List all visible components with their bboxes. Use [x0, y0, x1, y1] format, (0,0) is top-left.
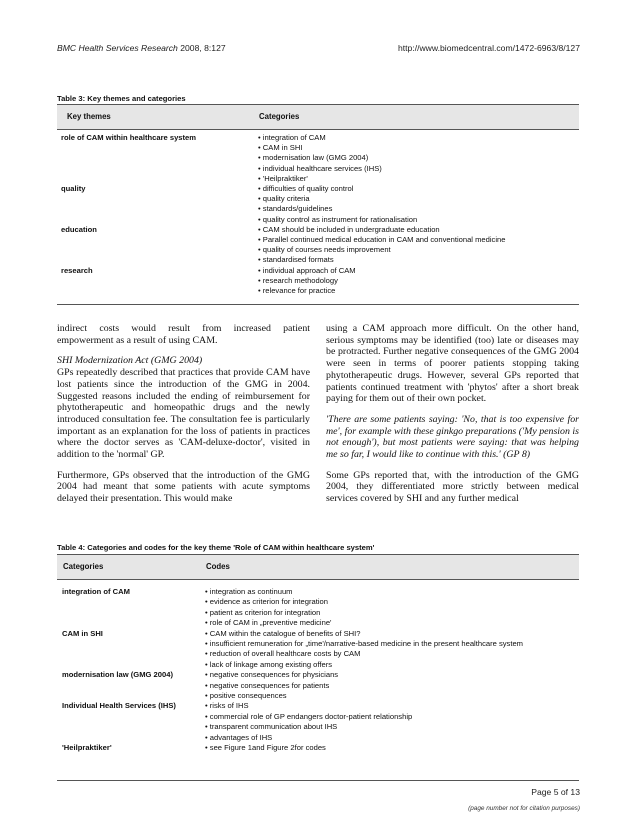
list-item: • relevance for practice [258, 286, 336, 295]
list-item: • standardised formats [258, 255, 334, 265]
list-item: • difficulties of quality control [258, 184, 354, 193]
table3-col-categories: Categories [259, 112, 300, 121]
body-left-column [57, 323, 310, 514]
section-subheading: SHI Modernization Act (GMG 2004) [57, 355, 203, 367]
list-item: • individual healthcare services (IHS) [258, 163, 382, 173]
list-item: • positive consequences [205, 691, 287, 700]
list-item: • quality of courses needs improvement [258, 245, 391, 255]
journal-name: BMC Health Services Research [57, 43, 178, 53]
list-item: • CAM in SHI [258, 143, 303, 153]
list-item: • reduction of overall healthcare costs by CAM [205, 649, 361, 659]
table-row-items [205, 743, 326, 753]
body-paragraph: Furthermore, GPs observed that the introduction of the GMG 2004 had meant that some patients with acute symptoms delayed their presentation. This would make [57, 469, 310, 505]
list-item: • negative consequences for patients [205, 680, 330, 690]
table4 [57, 554, 579, 781]
list-item: • risks of IHS [205, 701, 249, 711]
table-row-items [205, 670, 338, 701]
list-item: • CAM within the catalogue of benefits of SHI? [205, 628, 361, 638]
body-paragraph: indirect costs would result from increased patient empowerment as a result of using CAM. [57, 323, 310, 346]
list-item: • advantages of IHS [205, 732, 273, 742]
table3-caption: Table 3: Key themes and categories [57, 94, 186, 103]
list-item: • individual approach of CAM [258, 265, 356, 275]
table-row-key: 'Heilpraktiker' [62, 743, 112, 752]
table4-body [57, 580, 579, 781]
table-row-items [258, 225, 506, 266]
table-row-items [205, 587, 332, 629]
list-item: • 'Heilpraktiker' [258, 173, 308, 183]
table-row-items [258, 184, 417, 225]
table3-col-key-themes: Key themes [67, 112, 111, 121]
table-row-items [258, 133, 382, 184]
list-item: • Parallel continued medical education in CAM and conventional medicine [258, 235, 506, 244]
list-item: • commercial role of GP endangers doctor-patient relationship [205, 711, 413, 721]
page-number-note: (page number not for citation purposes) [468, 805, 580, 812]
list-item: • quality criteria [258, 194, 310, 204]
list-item: • evidence as criterion for integration [205, 597, 328, 607]
list-item: • research methodology [258, 275, 338, 285]
table3-body [57, 130, 579, 305]
list-item: • lack of linkage among existing offers [205, 659, 333, 669]
citation-year-volume: 2008, 8:127 [180, 43, 226, 53]
body-paragraph: 'There are some patients saying: 'No, that is too expensive for me', for example with these ginkgo preparations ('My pension is not enough'), but most patients were saying: that was helping me so far, I would like to continue with this.' (GP 8) [326, 413, 579, 461]
table-row-items [258, 266, 356, 297]
table-row-key: modernisation law (GMG 2004) [62, 670, 173, 680]
table-row-key: quality [61, 184, 86, 193]
table-row-key: role of CAM within healthcare system [61, 133, 197, 142]
list-item: • CAM should be included in undergraduate education [258, 224, 440, 234]
list-item: • integration as continuum [205, 587, 293, 596]
page-number: Page 5 of 13 [531, 787, 580, 797]
list-item: • integration of CAM [258, 133, 326, 142]
table-row-key: integration of CAM [62, 587, 130, 596]
table3-header-row [57, 104, 579, 130]
body-paragraph: Some GPs reported that, with the introduction of the GMG 2004, they differentiated more strictly between medical services covered by SHI and any further medical [326, 469, 579, 505]
list-item: • standards/guidelines [258, 204, 333, 214]
table4-caption: Table 4: Categories and codes for the key theme 'Role of CAM within healthcare system' [57, 543, 375, 552]
list-item: • modernisation law (GMG 2004) [258, 153, 369, 163]
table-row-key: research [61, 265, 93, 275]
table3 [57, 104, 579, 305]
list-item: • patient as criterion for integration [205, 607, 321, 617]
list-item: • negative consequences for physicians [205, 670, 339, 680]
list-item: • role of CAM in „preventive medicine' [205, 618, 332, 628]
list-item: • quality control as instrument for rationalisation [258, 214, 418, 224]
table4-header-row [57, 554, 579, 580]
table-row-items [205, 629, 523, 671]
body-right-column [326, 323, 579, 514]
body-paragraph: GPs repeatedly described that practices that provide CAM have lost patients since the introduction of the GMG in 2004. Suggested reasons included the ending of reimbursement for phytotherapeutic and homeopathic drugs and the newly introduced consultation fee. The consultation fee is particularly important as an explanation for the loss of patients in practices where the doctor serves as 'CAM-deluxe-doctor', visited in addition to the 'normal' GP. [57, 367, 310, 461]
table-row-items [205, 701, 412, 743]
table4-col-codes: Codes [206, 562, 230, 571]
body-paragraph: using a CAM approach more difficult. On the other hand, serious symptoms may be identified (too) late or diseases may be protracted. Further negative consequences of the GMG 2004 were seen in terms of poorer patients stopping taking phytotherapeutic drugs. However, several GPs reported that patients continued treatment with 'phytos' after a short break paying for them out of their own pocket. [326, 323, 579, 405]
table4-col-categories: Categories [63, 562, 104, 571]
list-item: • transparent communication about IHS [205, 722, 338, 732]
list-item: • insufficient remuneration for „time'/narrative-based medicine in the present healthcare system [205, 639, 523, 648]
running-header-citation [57, 43, 226, 53]
table-row-key: CAM in SHI [62, 628, 103, 638]
running-header-url[interactable]: http://www.biomedcentral.com/1472-6963/8/127 [397, 43, 580, 53]
table-row-key: education [61, 224, 97, 234]
list-item: • see Figure 1and Figure 2for codes [205, 743, 326, 752]
table-row-key: Individual Health Services (IHS) [62, 701, 176, 711]
